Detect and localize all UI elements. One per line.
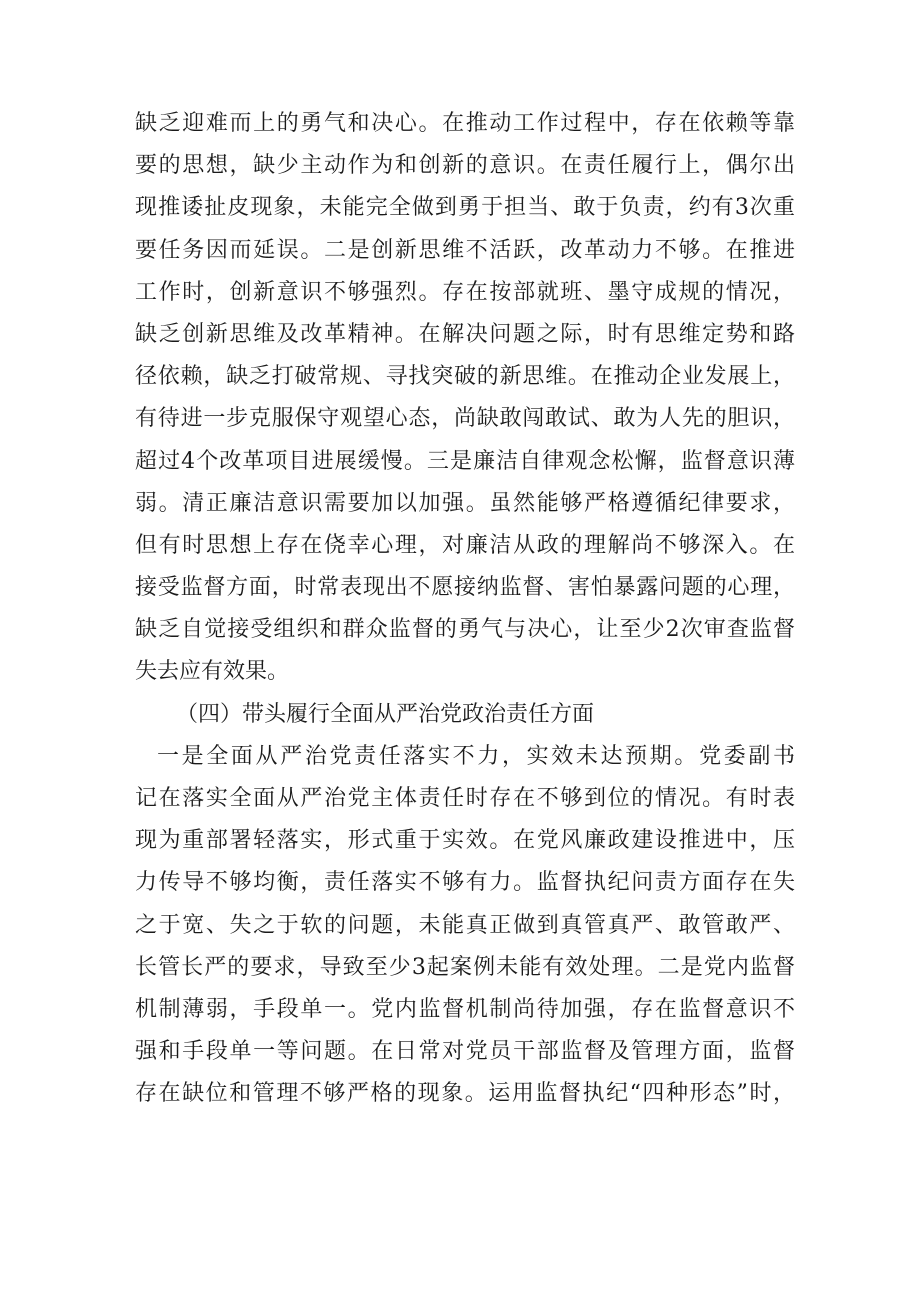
paragraph-line: 接受监督方面，时常表现出不愿接纳监督、害怕暴露问题的心理， [135,575,795,601]
paragraph-line: 力传导不够均衡，责任落实不够有力。监督执纪问责方面存在失 [135,870,795,896]
paragraph-line: 但有时思想上存在侥幸心理，对廉洁从政的理解尚不够深入。在 [135,532,795,558]
section-heading: （四）带头履行全面从严治党政治责任方面 [176,701,595,727]
paragraph-line: 超过4个改革项目进展缓慢。三是廉洁自律观念松懈，监督意识薄 [135,448,795,474]
paragraph-line: 存在缺位和管理不够严格的现象。运用监督执纪“四种形态”时， [135,1081,795,1107]
paragraph-line: 径依赖，缺乏打破常规、寻找突破的新思维。在推动企业发展上， [135,364,795,390]
paragraph-line: 强和手段单一等问题。在日常对党员干部监督及管理方面，监督 [135,1039,795,1065]
paragraph-line: 缺乏迎难而上的勇气和决心。在推动工作过程中，存在依赖等靠 [135,111,795,136]
paragraph-line: 失去应有效果。 [135,659,290,685]
paragraph-line: 现为重部署轻落实，形式重于实效。在党风廉政建设推进中，压 [135,828,795,854]
paragraph-line: 现推诿扯皮现象，未能完全做到勇于担当、敢于负责，约有3次重 [135,195,795,221]
paragraph-line: 有待进一步克服保守观望心态，尚缺敢闯敢试、敢为人先的胆识， [135,406,795,432]
paragraph-line: 机制薄弱，手段单一。党内监督机制尚待加强，存在监督意识不 [135,996,795,1022]
paragraph-line: 之于宽、失之于软的问题，未能真正做到真管真严、敢管敢严、 [135,912,795,938]
paragraph-line: 弱。清正廉洁意识需要加以加强。虽然能够严格遵循纪律要求， [135,490,795,516]
document-body [135,103,795,1116]
paragraph-line: 长管长严的要求，导致至少3起案例未能有效处理。二是党内监督 [135,954,795,980]
paragraph-line: 工作时，创新意识不够强烈。存在按部就班、墨守成规的情况， [135,279,795,305]
paragraph-line: 记在落实全面从严治党主体责任时存在不够到位的情况。有时表 [135,786,795,811]
paragraph-line: 要任务因而延误。二是创新思维不活跃，改革动力不够。在推进 [135,237,795,263]
paragraph-line: 一是全面从严治党责任落实不力，实效未达预期。党委副书 [157,743,795,769]
paragraph-line: 缺乏创新思维及改革精神。在解决问题之际，时有思维定势和路 [135,321,795,347]
paragraph-line: 缺乏自觉接受组织和群众监督的勇气与决心，让至少2次审查监督 [135,617,795,643]
paragraph-line: 要的思想，缺少主动作为和创新的意识。在责任履行上，偶尔出 [135,153,795,179]
